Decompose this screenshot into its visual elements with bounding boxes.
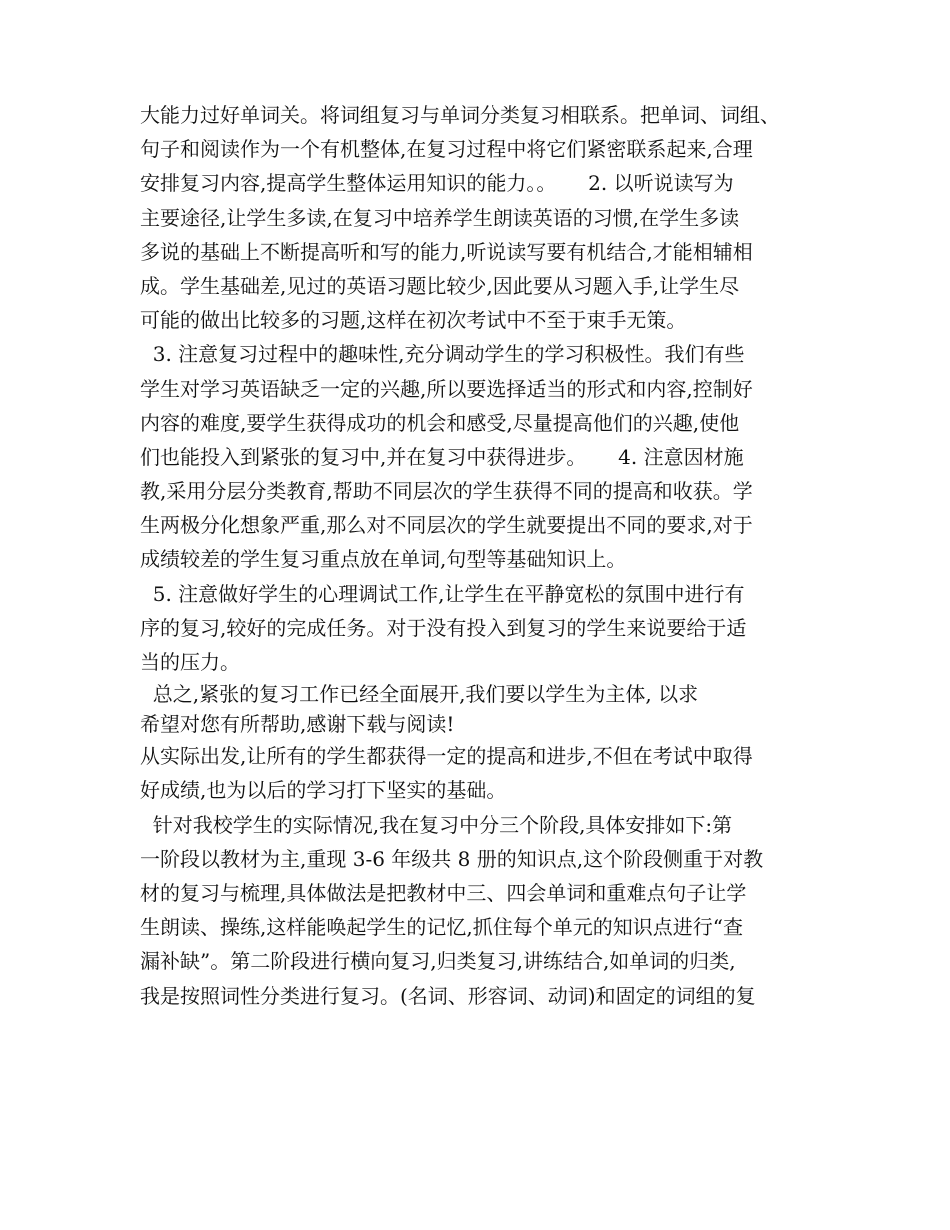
- text-line: 总之,紧张的复习工作已经全面展开,我们要以学生为主体, 以求: [140, 682, 699, 707]
- text-line: 学生对学习英语缺乏一定的兴趣,所以要选择适当的形式和内容,控制好: [140, 376, 753, 401]
- text-line: 5. 注意做好学生的心理调试工作,让学生在平静宽松的氛围中进行有: [140, 581, 745, 606]
- text-line: 可能的做出比较多的习题,这样在初次考试中不至于束手无策。: [140, 308, 687, 333]
- text-line: 主要途径,让学生多读,在复习中培养学生朗读英语的习惯,在学生多读: [140, 205, 740, 230]
- text-line: 材的复习与梳理,具体做法是把教材中三、四会单词和重难点句子让学: [140, 880, 747, 905]
- text-line: 3. 注意复习过程中的趣味性,充分调动学生的学习积极性。我们有些: [140, 342, 745, 367]
- text-line: 成。学生基础差,见过的英语习题比较少,因此要从习题入手,让学生尽: [140, 273, 740, 298]
- text-line: 生朗读、操练,这样能唤起学生的记忆,抓住每个单元的知识点进行“查: [140, 915, 743, 940]
- text-line: 安排复习内容,提高学生整体运用知识的能力。。 2. 以听说读写为: [140, 171, 734, 196]
- text-line: 们也能投入到紧张的复习中,并在复习中获得进步。 4. 注意因材施: [140, 444, 744, 469]
- text-line: 成绩较差的学生复习重点放在单词,句型等基础知识上。: [140, 547, 627, 572]
- text-line: 我是按照词性分类进行复习。(名词、形容词、动词)和固定的词组的复: [140, 983, 756, 1008]
- text-line: 多说的基础上不断提高听和写的能力,听说读写要有机结合,才能相辅相: [140, 239, 753, 264]
- document-body: [140, 98, 820, 1013]
- text-line: 内容的难度,要学生获得成功的机会和感受,尽量提高他们的兴趣,使他: [140, 410, 740, 435]
- text-line: 希望对您有所帮助,感谢下载与阅读!: [140, 712, 455, 737]
- text-line: 漏补缺”。第二阶段进行横向复习,归类复习,讲练结合,如单词的归类,: [140, 949, 736, 974]
- text-line: 一阶段以教材为主,重现 3-6 年级共 8 册的知识点,这个阶段侧重于对教: [140, 846, 764, 871]
- text-line: 针对我校学生的实际情况,我在复习中分三个阶段,具体安排如下:第: [140, 812, 733, 837]
- text-line: 从实际出发,让所有的学生都获得一定的提高和进步,不但在考试中取得: [140, 744, 753, 769]
- text-line: 生两极分化想象严重,那么对不同层次的学生就要提出不同的要求,对于: [140, 513, 753, 538]
- text-line: 教,采用分层分类教育,帮助不同层次的学生获得不同的提高和收获。学: [140, 479, 753, 504]
- text-line: 大能力过好单词关。将词组复习与单词分类复习相联系。把单词、词组、: [140, 103, 780, 127]
- text-line: 当的压力。: [140, 650, 240, 674]
- text-line: 好成绩,也为以后的学习打下坚实的基础。: [140, 778, 507, 803]
- text-line: 句子和阅读作为一个有机整体,在复习过程中将它们紧密联系起来,合理: [140, 137, 753, 162]
- text-line: 序的复习,较好的完成任务。对于没有投入到复习的学生来说要给于适: [140, 615, 747, 640]
